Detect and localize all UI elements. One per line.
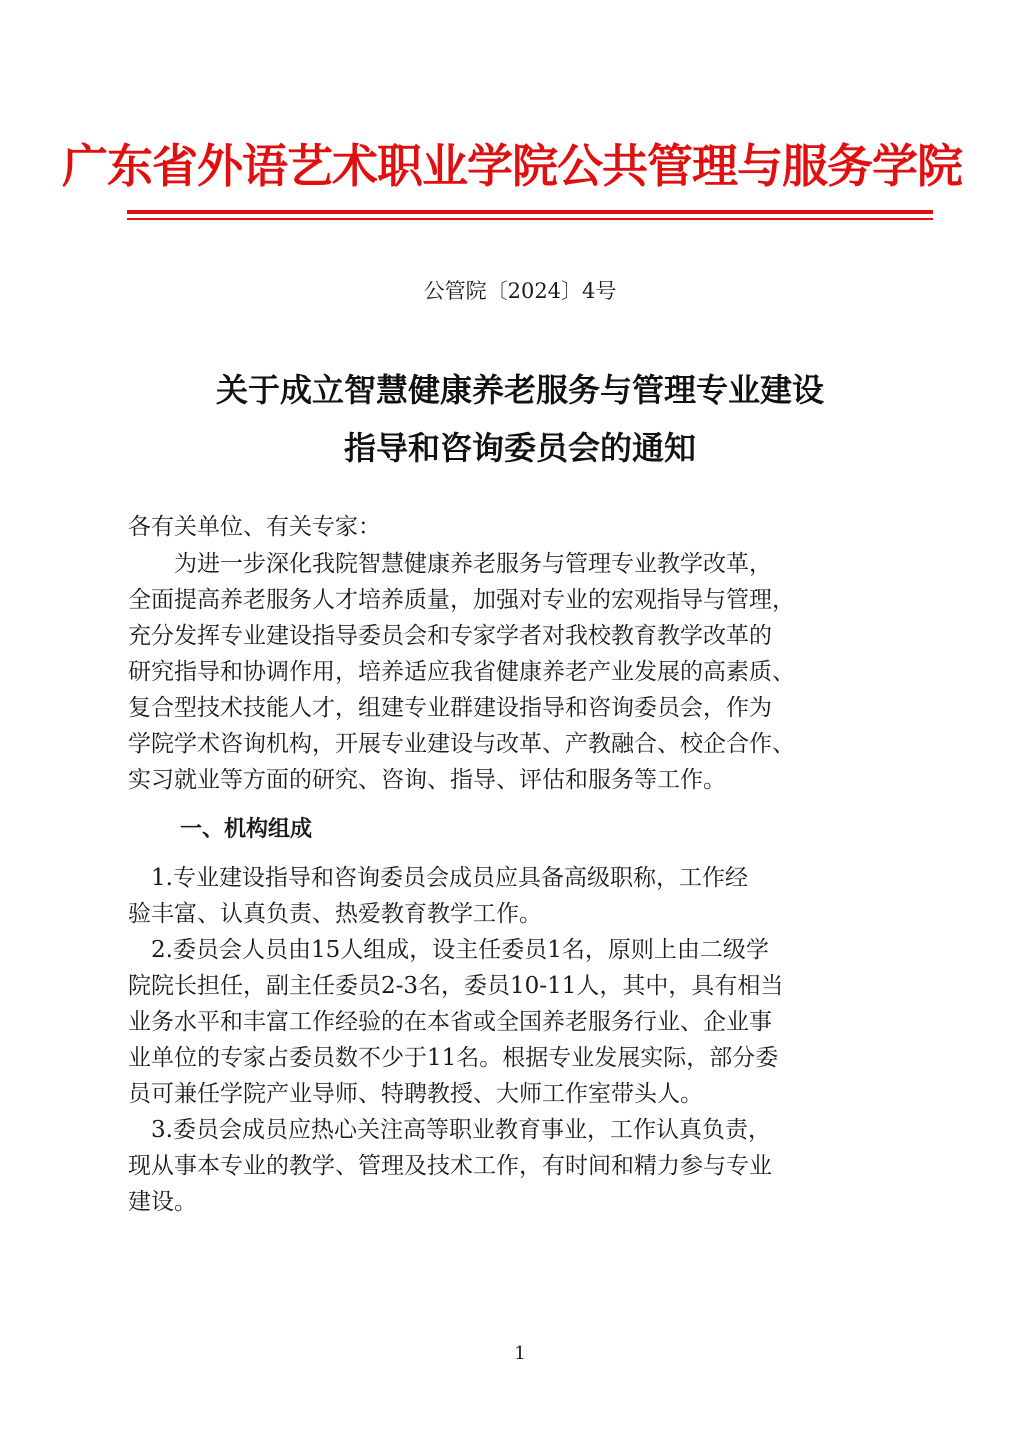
header-red-rule-thin [127,218,933,220]
intro-paragraph-line: 研究指导和协调作用，培养适应我省健康养老产业发展的高素质、 [128,659,795,685]
section-paragraph-line: 业务水平和丰富工作经验的在本省或全国养老服务行业、企业事 [128,1009,772,1035]
page-number: 1 [514,1343,526,1364]
header-red-rule-thick [127,210,933,214]
section-heading: 一、机构组成 [180,817,313,842]
section-paragraph-line: 业单位的专家占委员数不少于11名。根据专业发展实际，部分委 [128,1045,779,1071]
institution-header: 广东省外语艺术职业学院公共管理与服务学院 [62,139,962,193]
section-paragraph-line: 建设。 [128,1189,197,1215]
section-paragraph-line: 1.专业建设指导和咨询委员会成员应具备高级职称，工作经 [128,865,748,891]
intro-paragraph-line: 实习就业等方面的研究、咨询、指导、评估和服务等工作。 [128,767,726,793]
intro-paragraph-line: 复合型技术技能人才，组建专业群建设指导和咨询委员会，作为 [128,695,772,721]
intro-paragraph-line: 充分发挥专业建设指导委员会和专家学者对我校教育教学改革的 [128,623,772,649]
section-paragraph-line: 3.委员会成员应热心关注高等职业教育事业，工作认真负责， [128,1117,771,1143]
notice-title-line-2: 指导和咨询委员会的通知 [343,429,696,467]
intro-paragraph-line: 全面提高养老服务人才培养质量，加强对专业的宏观指导与管理， [128,587,795,613]
notice-title-line-1: 关于成立智慧健康养老服务与管理专业建设 [215,371,824,409]
section-paragraph-line: 现从事本专业的教学、管理及技术工作，有时间和精力参与专业 [128,1153,772,1179]
salutation: 各有关单位、有关专家： [128,514,381,540]
section-paragraph-line: 院院长担任，副主任委员2-3名，委员10-11人，其中，具有相当 [128,973,784,999]
intro-paragraph-line: 为进一步深化我院智慧健康养老服务与管理专业教学改革， [128,551,772,577]
intro-paragraph-line: 学院学术咨询机构，开展专业建设与改革、产教融合、校企合作、 [128,731,795,757]
section-paragraph-line: 验丰富、认真负责、热爱教育教学工作。 [128,901,542,927]
section-paragraph-line: 员可兼任学院产业导师、特聘教授、大师工作室带头人。 [128,1081,703,1107]
document-number: 公管院〔2024〕4号 [423,279,617,303]
section-paragraph-line: 2.委员会人员由15人组成，设主任委员1名，原则上由二级学 [128,937,769,963]
